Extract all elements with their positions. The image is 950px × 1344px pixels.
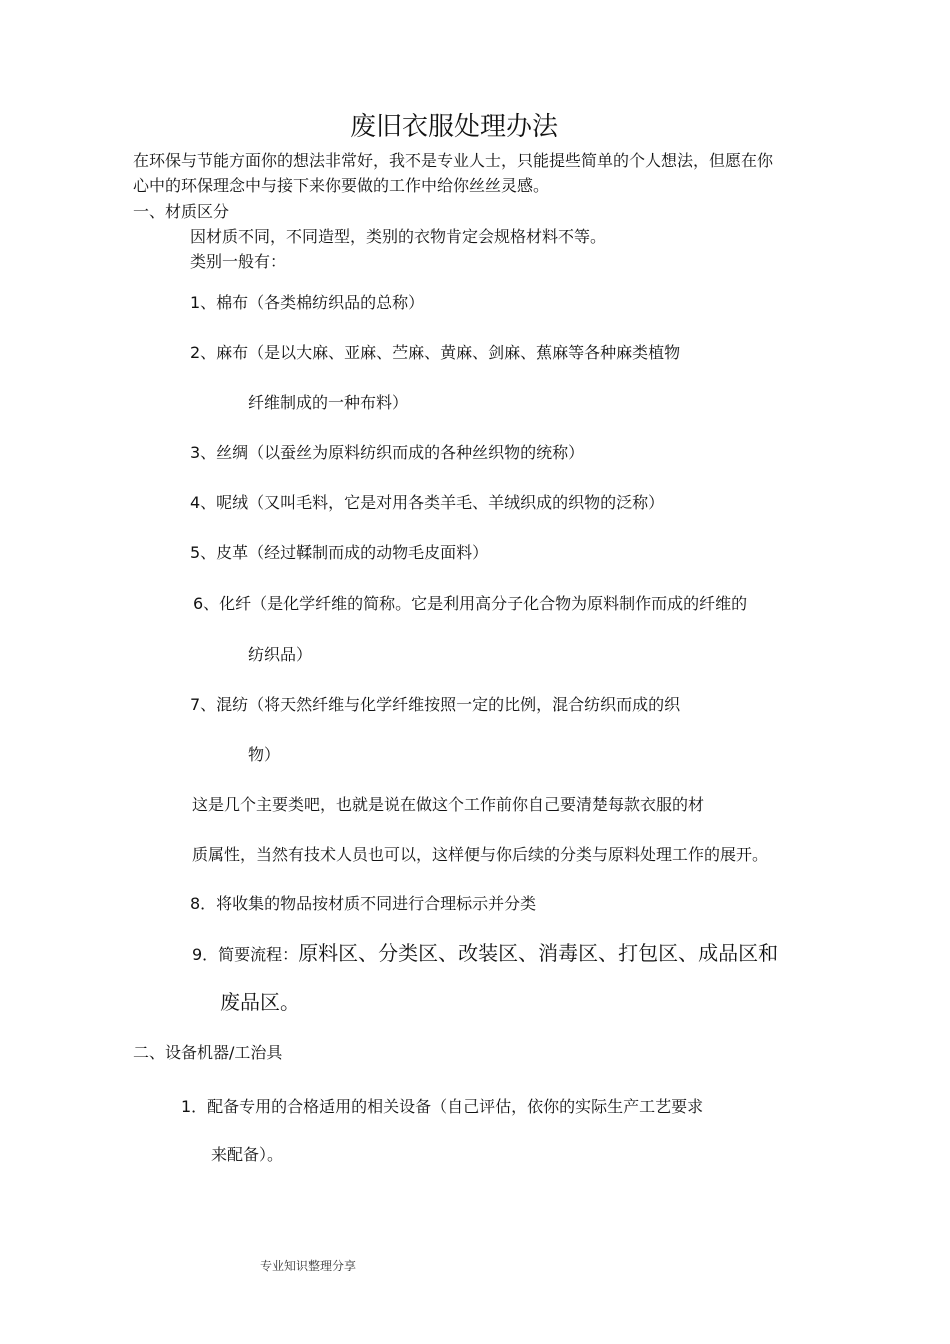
document-title: 废旧衣服处理办法 bbox=[350, 112, 559, 142]
page-footer: 专业知识整理分享 bbox=[260, 1259, 357, 1273]
list-item-continuation: 纤维制成的一种布料） bbox=[248, 393, 409, 412]
list-item: 7、混纺（将天然纤维与化学纤维按照一定的比例，混合纺织而成的织 bbox=[190, 695, 681, 714]
list-item: 2、麻布（是以大麻、亚麻、苎麻、黄麻、剑麻、蕉麻等各种麻类植物 bbox=[190, 343, 681, 362]
section-heading: 二、设备机器/工治具 bbox=[133, 1043, 283, 1062]
list-item: 4、呢绒（又叫毛料，它是对用各类羊毛、羊绒织成的织物的泛称） bbox=[190, 493, 665, 512]
list-item: 8．将收集的物品按材质不同进行合理标示并分类 bbox=[190, 894, 537, 913]
list-item: 1．配备专用的合格适用的相关设备（自己评估，依你的实际生产工艺要求 bbox=[181, 1097, 704, 1116]
list-item: 1、棉布（各类棉纺织品的总称） bbox=[190, 293, 425, 312]
summary-line: 这是几个主要类吧，也就是说在做这个工作前你自己要清楚每款衣服的材 bbox=[192, 795, 705, 814]
list-item-continuation: 纺织品） bbox=[248, 645, 313, 664]
list-item-text: 原料区、分类区、改装区、消毒区、打包区、成品区和 bbox=[298, 941, 779, 965]
list-item-continuation: 来配备）。 bbox=[211, 1145, 284, 1164]
list-item-label: 9．简要流程： bbox=[192, 945, 299, 964]
list-item-continuation: 物） bbox=[248, 745, 281, 764]
list-item bbox=[192, 939, 778, 967]
list-item: 6、化纤（是化学纤维的简称。它是利用高分子化合物为原料制作而成的纤维的 bbox=[193, 594, 748, 613]
paragraph-line: 因材质不同，不同造型，类别的衣物肯定会规格材料不等。 bbox=[190, 227, 607, 246]
section-heading: 一、材质区分 bbox=[133, 202, 230, 221]
list-item: 3、丝绸（以蚕丝为原料纺织而成的各种丝织物的统称） bbox=[190, 443, 585, 462]
paragraph-line: 类别一般有： bbox=[190, 252, 287, 271]
summary-line: 质属性，当然有技术人员也可以，这样便与你后续的分类与原料处理工作的展开。 bbox=[192, 845, 769, 864]
intro-line: 心中的环保理念中与接下来你要做的工作中给你丝丝灵感。 bbox=[133, 176, 550, 195]
intro-line: 在环保与节能方面你的想法非常好，我不是专业人士，只能提些简单的个人想法，但愿在你 bbox=[133, 151, 774, 170]
list-item: 5、皮革（经过鞣制而成的动物毛皮面料） bbox=[190, 543, 489, 562]
list-item-continuation: 废品区。 bbox=[220, 990, 300, 1014]
